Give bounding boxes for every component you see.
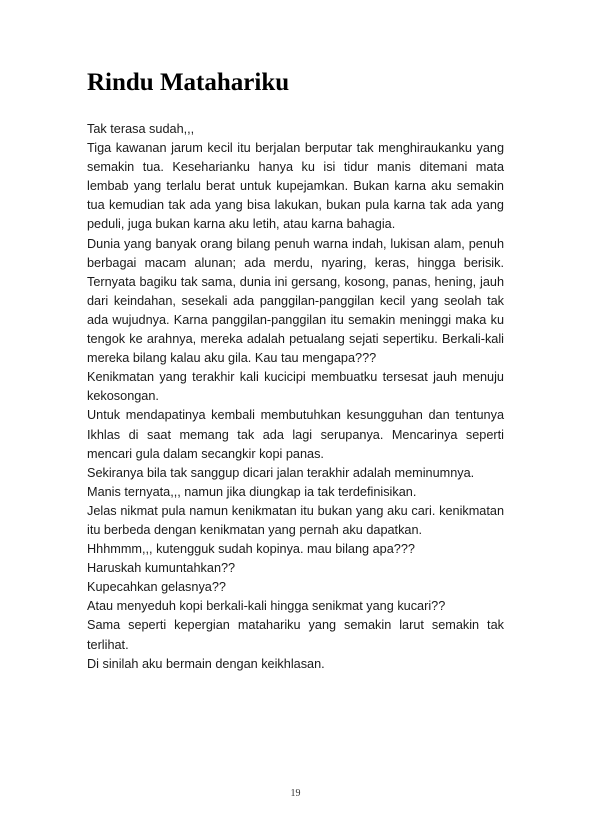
paragraph: Jelas nikmat pula namun kenikmatan itu bukan yang aku cari. kenikmatan itu berbeda dengan kenikmatan yang pernah aku dapatkan. <box>87 503 504 537</box>
paragraph: Manis ternyata,,, namun jika diungkap ia tak terdefinisikan. <box>87 484 417 499</box>
paragraph: Kenikmatan yang terakhir kali kucicipi membuatku tersesat jauh menuju kekosongan. <box>87 370 504 404</box>
paragraph: Sama seperti kepergian matahariku yang semakin larut semakin tak terlihat. <box>87 618 504 652</box>
paragraph: Atau menyeduh kopi berkali-kali hingga senikmat yang kucari?? <box>87 599 446 614</box>
paragraph: Di sinilah aku bermain dengan keikhlasan. <box>87 656 325 671</box>
page-title: Rindu Matahariku <box>87 69 290 96</box>
paragraph: Hhhmmm,,, kutengguk sudah kopinya. mau bilang apa??? <box>87 542 415 557</box>
paragraph: Dunia yang banyak orang bilang penuh warna indah, lukisan alam, penuh berbagai macam alunan; ada merdu, nyaring, keras, hingga berisik. Ternyata bagiku tak sama, dunia ini gersang, kosong, panas, hening, jauh dari keindahan, sesekali ada panggilan-panggilan kecil yang seolah tak ada wujudnya. Karna panggilan-panggilan itu semakin meninggi maka ku tengok ke arahnya, mereka adalah petualang sejati sepertiku. Berkali-kali mereka bilang kalau aku gila. Kau tau mengapa??? <box>87 236 504 366</box>
paragraph: Sekiranya bila tak sanggup dicari jalan terakhir adalah meminumnya. <box>87 465 475 480</box>
paragraph: Untuk mendapatinya kembali membutuhkan kesungguhan dan tentunya Ikhlas di saat memang tak ada lagi serupanya. Mencarinya seperti mencari gula dalam secangkir kopi panas. <box>87 408 504 461</box>
paragraph: Tak terasa sudah,,, <box>87 122 195 136</box>
page-number: 19 <box>290 788 301 799</box>
paragraph: Kupecahkan gelasnya?? <box>87 580 226 595</box>
paragraph: Tiga kawanan jarum kecil itu berjalan berputar tak menghiraukanku yang semakin tua. Keseharianku hanya ku isi tidur manis ditemani mata lembab yang terlalu berat untuk kupejamkan. Bukan karna aku semakin tua kemudian tak ada yang bisa lakukan, bukan pula karna tak ada yang peduli, juga bukan karna aku letih, atau karna bahagia. <box>87 141 504 232</box>
body-text <box>87 120 504 674</box>
paragraph: Haruskah kumuntahkan?? <box>87 561 236 576</box>
